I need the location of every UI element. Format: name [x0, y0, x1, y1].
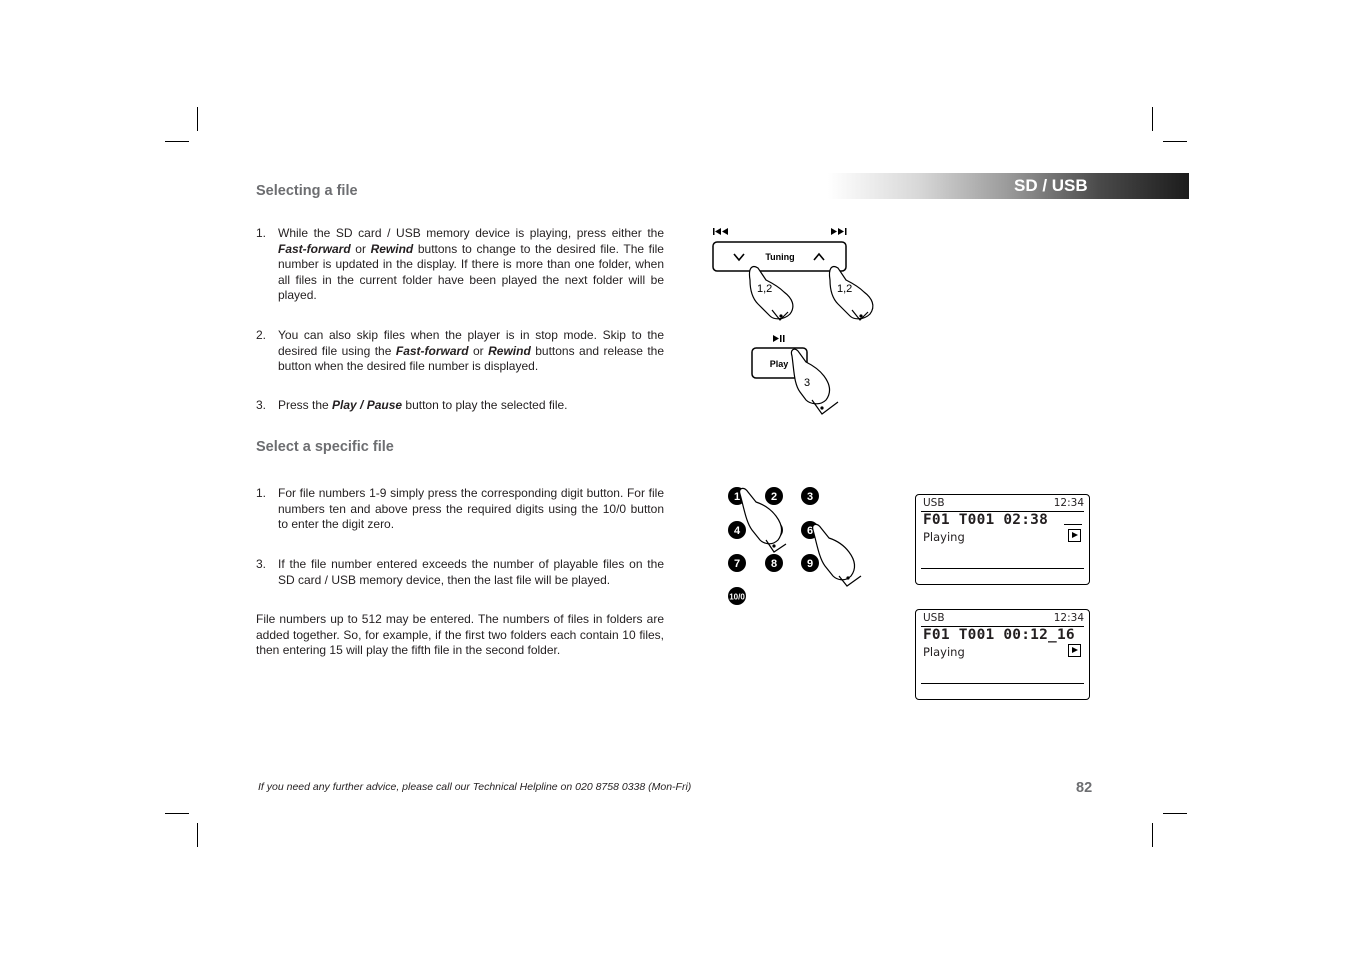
list-item — [256, 486, 664, 533]
cursor-underline — [1064, 524, 1082, 525]
crop-mark — [197, 107, 198, 131]
play-icon — [1068, 644, 1081, 657]
item-number: 3. — [256, 557, 267, 571]
divider — [921, 683, 1084, 684]
page-number: 82 — [1076, 780, 1093, 796]
play-icon — [1068, 529, 1081, 542]
helpline-footer: If you need any further advice, please call our Technical Helpline on 020 8758 0338 (Mon-Fri) — [258, 781, 692, 793]
pointing-hand-icon — [791, 349, 838, 414]
display-clock: 12:34 — [1053, 612, 1084, 624]
play-pause-icon — [773, 335, 785, 342]
section-title: SD / USB — [1014, 176, 1088, 195]
lcd-display — [915, 494, 1090, 585]
list-item — [256, 226, 664, 304]
display-status: Playing — [923, 530, 965, 544]
heading-select-a-specific-file: Select a specific file — [256, 439, 394, 455]
rewind-icon — [713, 228, 728, 235]
divider — [921, 568, 1084, 569]
svg-text:8: 8 — [770, 558, 778, 570]
digit-keypad-illustration — [720, 480, 870, 610]
svg-text:3: 3 — [806, 491, 814, 503]
display-clock: 12:34 — [1053, 497, 1084, 509]
crop-mark — [165, 813, 189, 814]
display-source: USB — [923, 497, 945, 509]
svg-text:1: 1 — [733, 491, 741, 503]
item-number: 3. — [256, 398, 267, 412]
step-label: 3 — [804, 377, 811, 389]
crop-mark — [197, 823, 198, 847]
display-status: Playing — [923, 645, 965, 659]
item-number: 1. — [256, 226, 267, 240]
lcd-display — [915, 609, 1090, 700]
tuning-buttons-illustration — [700, 220, 900, 330]
crop-mark — [1152, 107, 1153, 131]
svg-text:10/0: 10/0 — [729, 592, 745, 602]
tuning-label: Tuning — [765, 252, 795, 262]
step-label: 1,2 — [837, 283, 853, 295]
item-number: 2. — [256, 328, 267, 342]
display-track-line: F01 T001 00:12_16 — [923, 627, 1075, 643]
note-paragraph: File numbers up to 512 may be entered. The numbers of files in folders are added together. So, for example, if the first two folders each contain 10 files, then entering 15 will play the fifth file in the second folder. — [256, 612, 664, 657]
item-text: If the file number entered exceeds the number of playable files on the SD card / USB memory device, then the last file will be played. — [278, 557, 664, 587]
crop-mark — [165, 141, 189, 142]
display-source: USB — [923, 612, 945, 624]
svg-text:6: 6 — [806, 525, 814, 537]
item-text: For file numbers 1-9 simply press the corresponding digit button. For file numbers ten and above press the required digits using the 10/0 button to enter the digit zero. — [278, 486, 664, 531]
item-text: While the SD card / USB memory device is playing, press either the Fast-forward or Rewind buttons to change to the desired file. The file number is updated in the display. If there is more than one folder, when all files in the current folder have been played the next folder will be played. — [278, 226, 664, 302]
heading-selecting-a-file: Selecting a file — [256, 183, 358, 199]
item-number: 1. — [256, 486, 267, 500]
list-item — [256, 328, 664, 375]
crop-mark — [1163, 813, 1187, 814]
play-label: Play — [769, 359, 789, 369]
svg-text:4: 4 — [733, 525, 741, 537]
section-header-bar — [828, 173, 1189, 199]
crop-mark — [1163, 141, 1187, 142]
list-item — [256, 557, 664, 588]
pointing-hand-icon — [813, 524, 861, 586]
svg-text:2: 2 — [770, 491, 778, 503]
fast-forward-icon — [831, 228, 847, 235]
svg-text:7: 7 — [733, 558, 741, 570]
play-button-illustration — [740, 330, 850, 420]
step-label: 1,2 — [757, 283, 773, 295]
display-track-line: F01 T001 02:38 — [923, 512, 1049, 528]
item-text: Press the Play / Pause button to play the selected file. — [278, 398, 568, 412]
svg-text:9: 9 — [806, 558, 814, 570]
list-item — [256, 398, 664, 414]
crop-mark — [1152, 823, 1153, 847]
item-text: You can also skip files when the player is in stop mode. Skip to the desired file using the Fast-forward or Rewind buttons and release the button when the desired file number is displayed. — [278, 328, 665, 373]
